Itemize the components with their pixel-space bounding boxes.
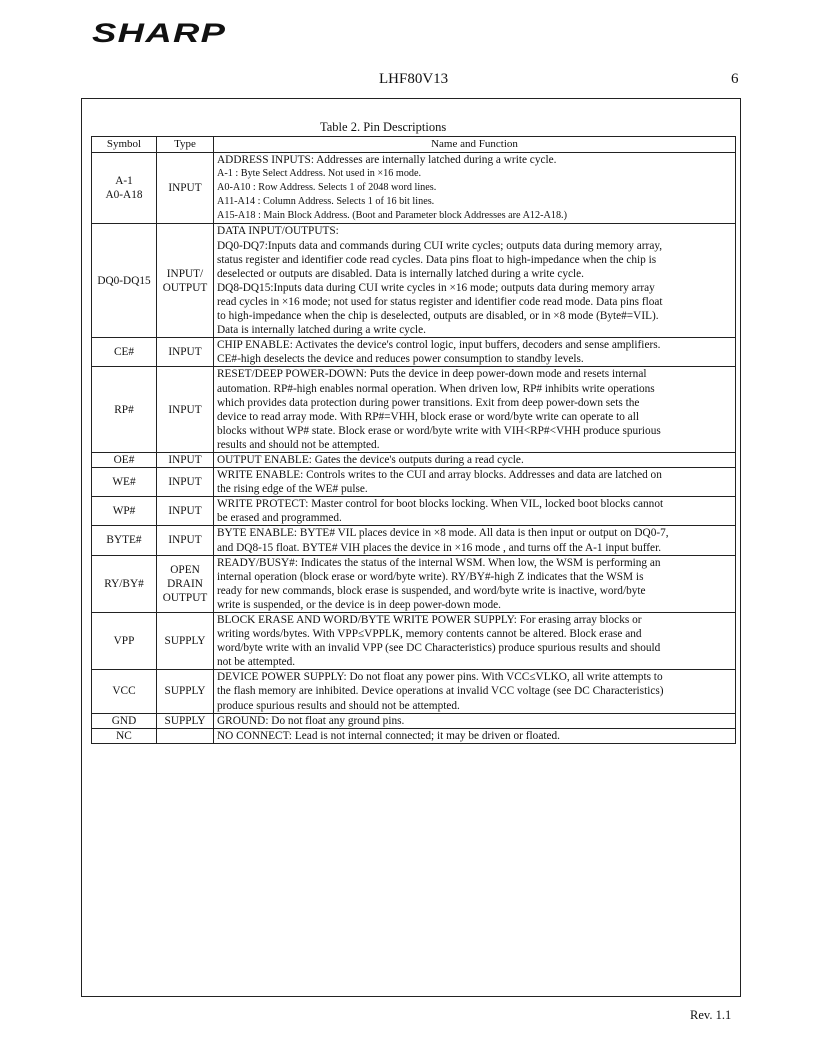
pin-function-line: A-1 : Byte Select Address. Not used in ×16 mode. [217, 168, 422, 180]
pin-symbol: OE# [113, 453, 135, 466]
pin-type: INPUT [168, 534, 202, 547]
header-symbol: Symbol [92, 137, 157, 153]
pin-function-line: BYTE ENABLE: BYTE# VIL places device in ×8 mode. All data is then input or output on DQ0-7, [217, 527, 669, 540]
pin-symbol-cell [92, 224, 157, 338]
pin-function-line: A15-A18 : Main Block Address. (Boot and Parameter block Addresses are A12-A18.) [217, 210, 567, 222]
pin-symbol-cell [92, 670, 157, 713]
pin-function-line: results and should not be attempted. [217, 438, 380, 451]
table-row [92, 613, 736, 670]
pin-symbol: WP# [112, 505, 136, 518]
pin-symbol: CE# [113, 346, 135, 359]
sharp-logo: SHARP [92, 18, 227, 48]
pin-function-cell [214, 338, 736, 367]
header-type: Type [157, 137, 214, 153]
pin-function-line: deselected or outputs are disabled. Data is internally latched during a write cycle. [217, 267, 585, 280]
pin-function-line: device to read array mode. With RP#=VHH, block erase or word/byte write can operate to all [217, 410, 639, 423]
pin-function-line: be erased and programmed. [217, 512, 342, 525]
pin-function-cell [214, 468, 736, 497]
pin-function-cell [214, 452, 736, 467]
pin-type: INPUT [168, 453, 202, 466]
table-row [92, 713, 736, 728]
pin-symbol: WE# [112, 476, 136, 489]
pin-function-cell [214, 367, 736, 453]
pin-type-cell [157, 670, 214, 713]
pin-symbol-cell [92, 613, 157, 670]
pin-type-cell [157, 728, 214, 743]
table-row [92, 728, 736, 743]
pin-symbol-cell [92, 555, 157, 612]
header-name-function: Name and Function [214, 137, 736, 153]
pin-type-cell [157, 367, 214, 453]
pin-function-line: and DQ8-15 float. BYTE# VIH places the device in ×16 mode , and turns off the A-1 input buffer. [217, 541, 662, 554]
pin-function-line: NO CONNECT: Lead is not internal connected; it may be driven or floated. [217, 729, 560, 742]
table-row [92, 338, 736, 367]
pin-type: SUPPLY [164, 635, 206, 648]
pin-function-line: write is suspended, or the device is in deep power-down mode. [217, 598, 502, 611]
pin-type-cell [157, 452, 214, 467]
pin-function-line: READY/BUSY#: Indicates the status of the internal WSM. When low, the WSM is performing an [217, 556, 661, 569]
pin-function-cell [214, 728, 736, 743]
pin-symbol-cell [92, 526, 157, 555]
pin-type-cell [157, 153, 214, 224]
pin-function-line: CE#-high deselects the device and reduces power consumption to standby levels. [217, 353, 584, 366]
pin-function-line: status register and identifier code read cycles. Data pins float to high-impedance when the chip is [217, 253, 657, 266]
pin-type: INPUT [168, 403, 202, 416]
table-row [92, 526, 736, 555]
pin-function-line: DEVICE POWER SUPPLY: Do not float any power pins. With VCC≤VLKO, all write attempts to [217, 671, 663, 684]
pin-symbol: VCC [112, 685, 136, 698]
pin-function-line: the flash memory are inhibited. Device operations at invalid VCC voltage (see DC Characteristics) [217, 685, 664, 698]
pin-type: OPEN [170, 563, 200, 576]
pin-type-cell [157, 338, 214, 367]
table-row [92, 555, 736, 612]
pin-descriptions-table [91, 136, 736, 744]
table-row [92, 497, 736, 526]
pin-type: OUTPUT [162, 591, 208, 604]
pin-function-cell [214, 670, 736, 713]
pin-function-cell [214, 153, 736, 224]
pin-function-line: produce spurious results and should not be attempted. [217, 699, 460, 712]
pin-function-line: Data is internally latched during a write cycle. [217, 324, 426, 337]
pin-symbol-cell [92, 153, 157, 224]
pin-function-line: ready for new commands, block erase is suspended, and word/byte write is inactive, word/byte [217, 584, 646, 597]
table-body [92, 153, 736, 744]
pin-function-line: which provides data protection during power transitions. Exit from deep power-down sets the [217, 396, 640, 409]
pin-type: OUTPUT [162, 281, 208, 294]
pin-type-cell [157, 497, 214, 526]
pin-type: INPUT [168, 182, 202, 195]
revision-label: Rev. 1.1 [690, 1008, 732, 1022]
pin-function-line: read cycles in ×16 mode; not used for status register and identifier code read mode. Data pins float [217, 295, 663, 308]
pin-type: DRAIN [167, 577, 203, 590]
pin-function-line: ADDRESS INPUTS: Addresses are internally latched during a write cycle. [217, 154, 557, 166]
pin-function-line: blocks without WP# state. Block erase or word/byte write with VIH<RP#<VHH produce spurious [217, 424, 661, 437]
pin-symbol: NC [116, 729, 132, 742]
pin-symbol-cell [92, 367, 157, 453]
pin-symbol-cell [92, 713, 157, 728]
pin-symbol-cell [92, 452, 157, 467]
pin-function-cell [214, 555, 736, 612]
pin-function-line: DATA INPUT/OUTPUTS: [217, 225, 339, 238]
table-row [92, 670, 736, 713]
pin-function-line: not be attempted. [217, 656, 296, 669]
pin-function-line: DQ0-DQ7:Inputs data and commands during CUI write cycles; outputs data during memory array, [217, 239, 663, 252]
pin-function-line: BLOCK ERASE AND WORD/BYTE WRITE POWER SUPPLY: For erasing array blocks or [217, 614, 642, 626]
pin-function-line: DQ8-DQ15:Inputs data during CUI write cycles in ×16 mode; outputs data during memory array [217, 281, 655, 294]
pin-type-cell [157, 468, 214, 497]
pin-function-line: automation. RP#-high enables normal operation. When driven low, RP# inhibits write operations [217, 382, 655, 395]
pin-symbol: BYTE# [106, 534, 142, 547]
pin-function-line: A11-A14 : Column Address. Selects 1 of 16 bit lines. [217, 196, 435, 208]
pin-symbol: RY/BY# [104, 577, 144, 590]
pin-function-cell [214, 224, 736, 338]
pin-function-line: OUTPUT ENABLE: Gates the device's outputs during a read cycle. [217, 453, 524, 466]
pin-type: SUPPLY [164, 685, 206, 698]
pin-function-line: A0-A10 : Row Address. Selects 1 of 2048 word lines. [217, 182, 437, 194]
table-row [92, 153, 736, 224]
pin-function-line: WRITE ENABLE: Controls writes to the CUI and array blocks. Addresses and data are latched on [217, 469, 662, 482]
table-row [92, 367, 736, 453]
page-number: 6 [731, 71, 739, 87]
pin-type-cell [157, 224, 214, 338]
document-id: LHF80V13 [379, 71, 449, 87]
pin-function-line: CHIP ENABLE: Activates the device's control logic, input buffers, decoders and sense amplifiers. [217, 339, 661, 352]
pin-symbol-cell [92, 497, 157, 526]
pin-function-line: writing words/bytes. With VPP≤VPPLK, memory contents cannot be altered. Block erase and [217, 628, 642, 641]
pin-symbol: DQ0-DQ15 [97, 274, 151, 287]
pin-symbol: A-1 [115, 175, 133, 188]
table-caption: Table 2. Pin Descriptions [320, 120, 447, 134]
pin-type-cell [157, 713, 214, 728]
table-row [92, 468, 736, 497]
pin-symbol-cell [92, 338, 157, 367]
pin-symbol: VPP [113, 635, 135, 648]
pin-function-line: GROUND: Do not float any ground pins. [217, 714, 405, 727]
pin-function-line: the rising edge of the WE# pulse. [217, 483, 368, 496]
pin-symbol: RP# [114, 403, 134, 416]
pin-function-cell [214, 497, 736, 526]
pin-function-cell [214, 713, 736, 728]
table-row [92, 452, 736, 467]
pin-function-cell [214, 613, 736, 670]
pin-symbol-cell [92, 468, 157, 497]
pin-type-cell [157, 555, 214, 612]
pin-function-line: internal operation (block erase or word/byte write). RY/BY#-high Z indicates that the WSM is [217, 570, 644, 583]
pin-type-cell [157, 613, 214, 670]
pin-function-cell [214, 526, 736, 555]
pin-symbol: GND [111, 714, 137, 727]
pin-function-line: to high-impedance when the chip is deselected, outputs are disabled, or in ×8 mode (Byte#=VIL). [217, 310, 659, 323]
pin-type: INPUT [168, 505, 202, 518]
pin-function-line: RESET/DEEP POWER-DOWN: Puts the device in deep power-down mode and resets internal [217, 368, 647, 381]
table-header-row [92, 137, 736, 153]
pin-symbol-cell [92, 728, 157, 743]
pin-function-line: WRITE PROTECT: Master control for boot blocks locking. When VIL, locked boot blocks cannot [217, 498, 664, 511]
pin-type-cell [157, 526, 214, 555]
pin-type: INPUT [168, 476, 202, 489]
pin-type: INPUT [168, 346, 202, 359]
pin-type: SUPPLY [164, 714, 206, 727]
pin-type: INPUT/ [166, 267, 204, 280]
pin-function-line: word/byte write with an invalid VPP (see DC Characteristics) produce spurious results and should [217, 642, 661, 655]
pin-symbol: A0-A18 [105, 189, 143, 202]
table-row [92, 224, 736, 338]
